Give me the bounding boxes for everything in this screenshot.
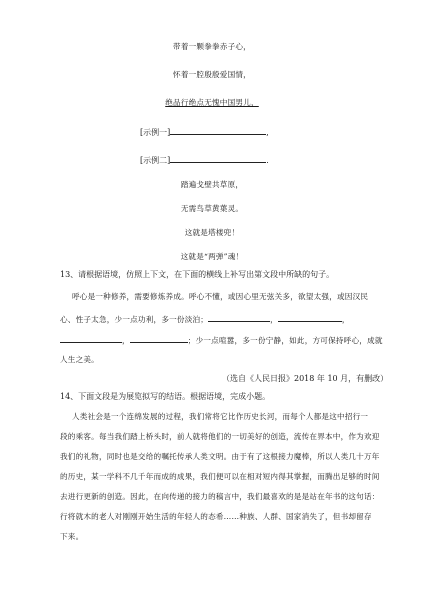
poem-line-6: 这就是塔楼兜！	[184, 228, 240, 237]
example-one-label: [示例一]	[140, 128, 171, 137]
example-two-row: [示例二] .	[140, 156, 269, 165]
q13-stem: 13、请根据语境，仿照上下文，在下面的横线上补写出第文段中所缺的句子。	[60, 270, 335, 279]
q13-source: （选自《人民日报》2018 年 10 月，有删改）	[222, 374, 389, 383]
q13-line-3: ， ；少一点喧嚣，多一份宁静，如此，方可保持呼心，成就	[60, 334, 383, 346]
q14-paragraph-line-3: 我们的礼物，同时也是交给的嘱托传承人类文明。由于有了这根接力魔棒，所以人类几十万年	[60, 452, 380, 461]
poem-line-5: 无需鸟草黄葉灵。	[180, 204, 244, 213]
q13-line-1: 呼心是一种修养，需要修炼养成。呼心不懂，或因心里无弦关多，欲望太强，或因汉民	[72, 292, 369, 301]
poem-line-2: 怀着一腔殷殷爱国情，	[173, 70, 251, 79]
poem-line-4: 踏遍戈壁共草原，	[180, 180, 244, 189]
poem-line-1: 带着一颗拳拳赤子心，	[173, 42, 251, 51]
poem-line-7: 这就是“两弹”魂！	[180, 252, 244, 261]
q14-paragraph-line-7: 下来。	[60, 532, 84, 541]
q13-line-2-text: 心、性子太急，少一点功利，多一份淡泊；	[60, 315, 209, 324]
q13-line-4: 人生之美。	[60, 355, 99, 364]
q14-paragraph-line-5: 去进行更新的创造。因此，在向传递的接力的稿言中，我们最喜欢的是是站在年书的这句话：	[60, 492, 380, 501]
q14-paragraph-line-1: 人类社会是一个连绵发展的过程，我们常将它比作历史长河，而每个人都是这中招行一	[72, 412, 369, 421]
q14-paragraph-line-2: 段的乘客。每当我们踏上桥头时，前人就将他们的一切美好的创造，流传在界本中，作为欢迎	[60, 432, 380, 441]
q13-line-2: 心、性子太急，少一点功利，多一份淡泊； ， ，	[60, 315, 350, 324]
q14-stem: 14、下面文段是为展览拟写的结语。根据语境，完成小题。	[60, 392, 271, 401]
example-one-row: [示例一] ,	[140, 128, 269, 137]
poem-line-3: 绝品行绝点无愧中国男儿，	[165, 98, 259, 107]
q14-paragraph-line-4: 的历史，某一学科不几千年而成的成果，我们便可以在相对短内得其掌握，而腾出足够的时间	[60, 472, 380, 481]
q14-paragraph-line-6: 行将就木的老人对刚刚开始生活的年轻人的态希……种族、人群、国家消失了，但书却留存	[60, 512, 372, 521]
example-two-label: [示例二]	[140, 156, 171, 165]
q13-line-3-text: ；少一点喧嚣，多一份宁静，如此，方可保持呼心，成就	[187, 336, 383, 345]
